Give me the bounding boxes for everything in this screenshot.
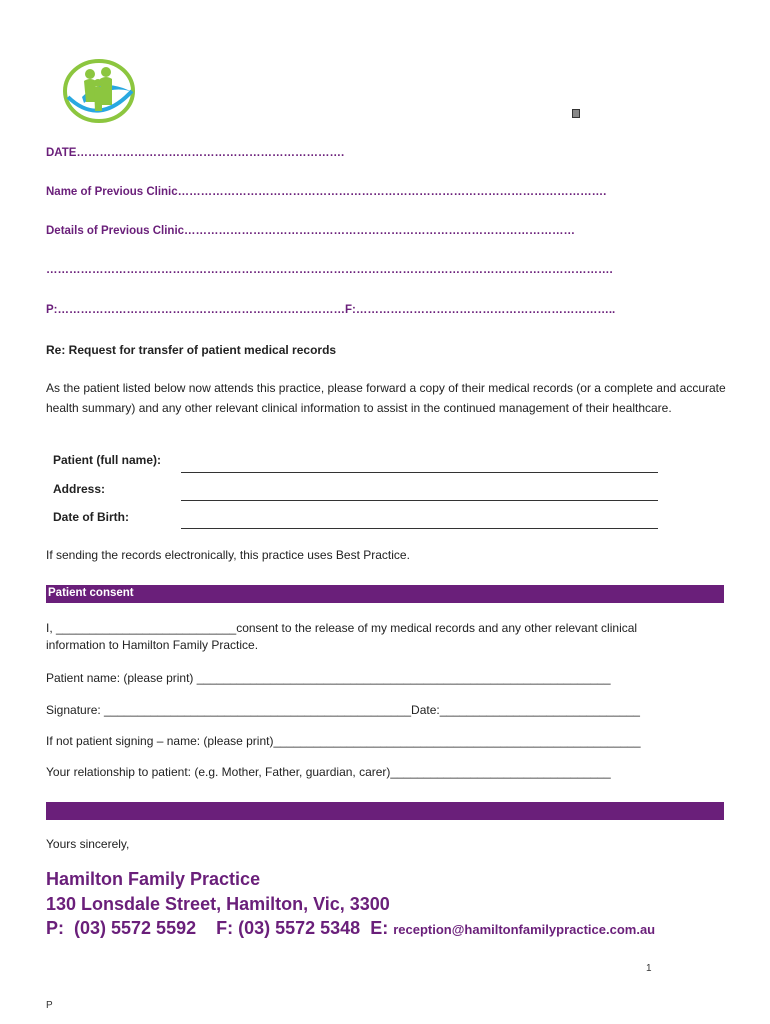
dob-label: Date of Birth: bbox=[53, 510, 129, 524]
practice-address: 130 Lonsdale Street, Hamilton, Vic, 3300 bbox=[46, 894, 390, 914]
request-title: Re: Request for transfer of patient medical records bbox=[46, 343, 337, 357]
practice-contact bbox=[46, 916, 655, 942]
practice-name: Hamilton Family Practice bbox=[46, 869, 261, 889]
consent-heading: Patient consent bbox=[48, 587, 134, 599]
patient-full-name-label: Patient (full name): bbox=[53, 453, 162, 467]
embedded-object-marker bbox=[572, 109, 580, 118]
request-paragraph: As the patient listed below now attends this practice, please forward a copy of their medical records (or a complete and accurate health summary) and any other relevant clinical information to assist in the continued management of their healthcare. bbox=[46, 381, 726, 415]
signature-date-field: Signature: ______________________________________________Date:______________________________ bbox=[46, 703, 640, 717]
dob-line[interactable] bbox=[181, 528, 658, 529]
consent-statement-line2: information to Hamilton Family Practice. bbox=[46, 638, 259, 652]
family-logo-icon bbox=[62, 57, 136, 123]
practice-phone-fax: P: (03) 5572 5592 F: (03) 5572 5348 E: bbox=[46, 918, 394, 938]
previous-clinic-details-field: Details of Previous Clinic………………………………………………………………………………………… bbox=[46, 225, 576, 237]
previous-clinic-details-line: …………………………………………………………………………………………………………………………………. bbox=[46, 264, 613, 276]
patient-name-print-field: Patient name: (please print) ______________________________________________________________ bbox=[46, 671, 611, 685]
consent-heading-bar bbox=[46, 585, 724, 603]
date-field: DATE……………………………………………………………. bbox=[46, 147, 345, 159]
non-patient-name-field: If not patient signing – name: (please print)_______________________________________________________ bbox=[46, 734, 641, 748]
sign-off: Yours sincerely, bbox=[46, 837, 130, 851]
phone-fax-field: P:…………………………………………………………………F:………………………………………………………….. bbox=[46, 304, 616, 316]
divider-bar bbox=[46, 802, 724, 820]
practice-email-link[interactable]: reception@hamiltonfamilypractice.com.au bbox=[393, 922, 656, 937]
address-line[interactable] bbox=[181, 500, 658, 501]
footer-fragment: P bbox=[46, 1000, 53, 1011]
page-number: 1 bbox=[646, 963, 652, 974]
previous-clinic-name-field: Name of Previous Clinic…………………………………………………………………………………………………. bbox=[46, 186, 607, 198]
relationship-field: Your relationship to patient: (e.g. Mother, Father, guardian, carer)_________________________________ bbox=[46, 765, 611, 779]
electronic-records-note: If sending the records electronically, this practice uses Best Practice. bbox=[46, 548, 410, 562]
patient-full-name-line[interactable] bbox=[181, 472, 658, 473]
consent-statement-line1: I, ___________________________consent to the release of my medical records and any other relevant clinical bbox=[46, 621, 638, 635]
address-label: Address: bbox=[53, 482, 106, 496]
